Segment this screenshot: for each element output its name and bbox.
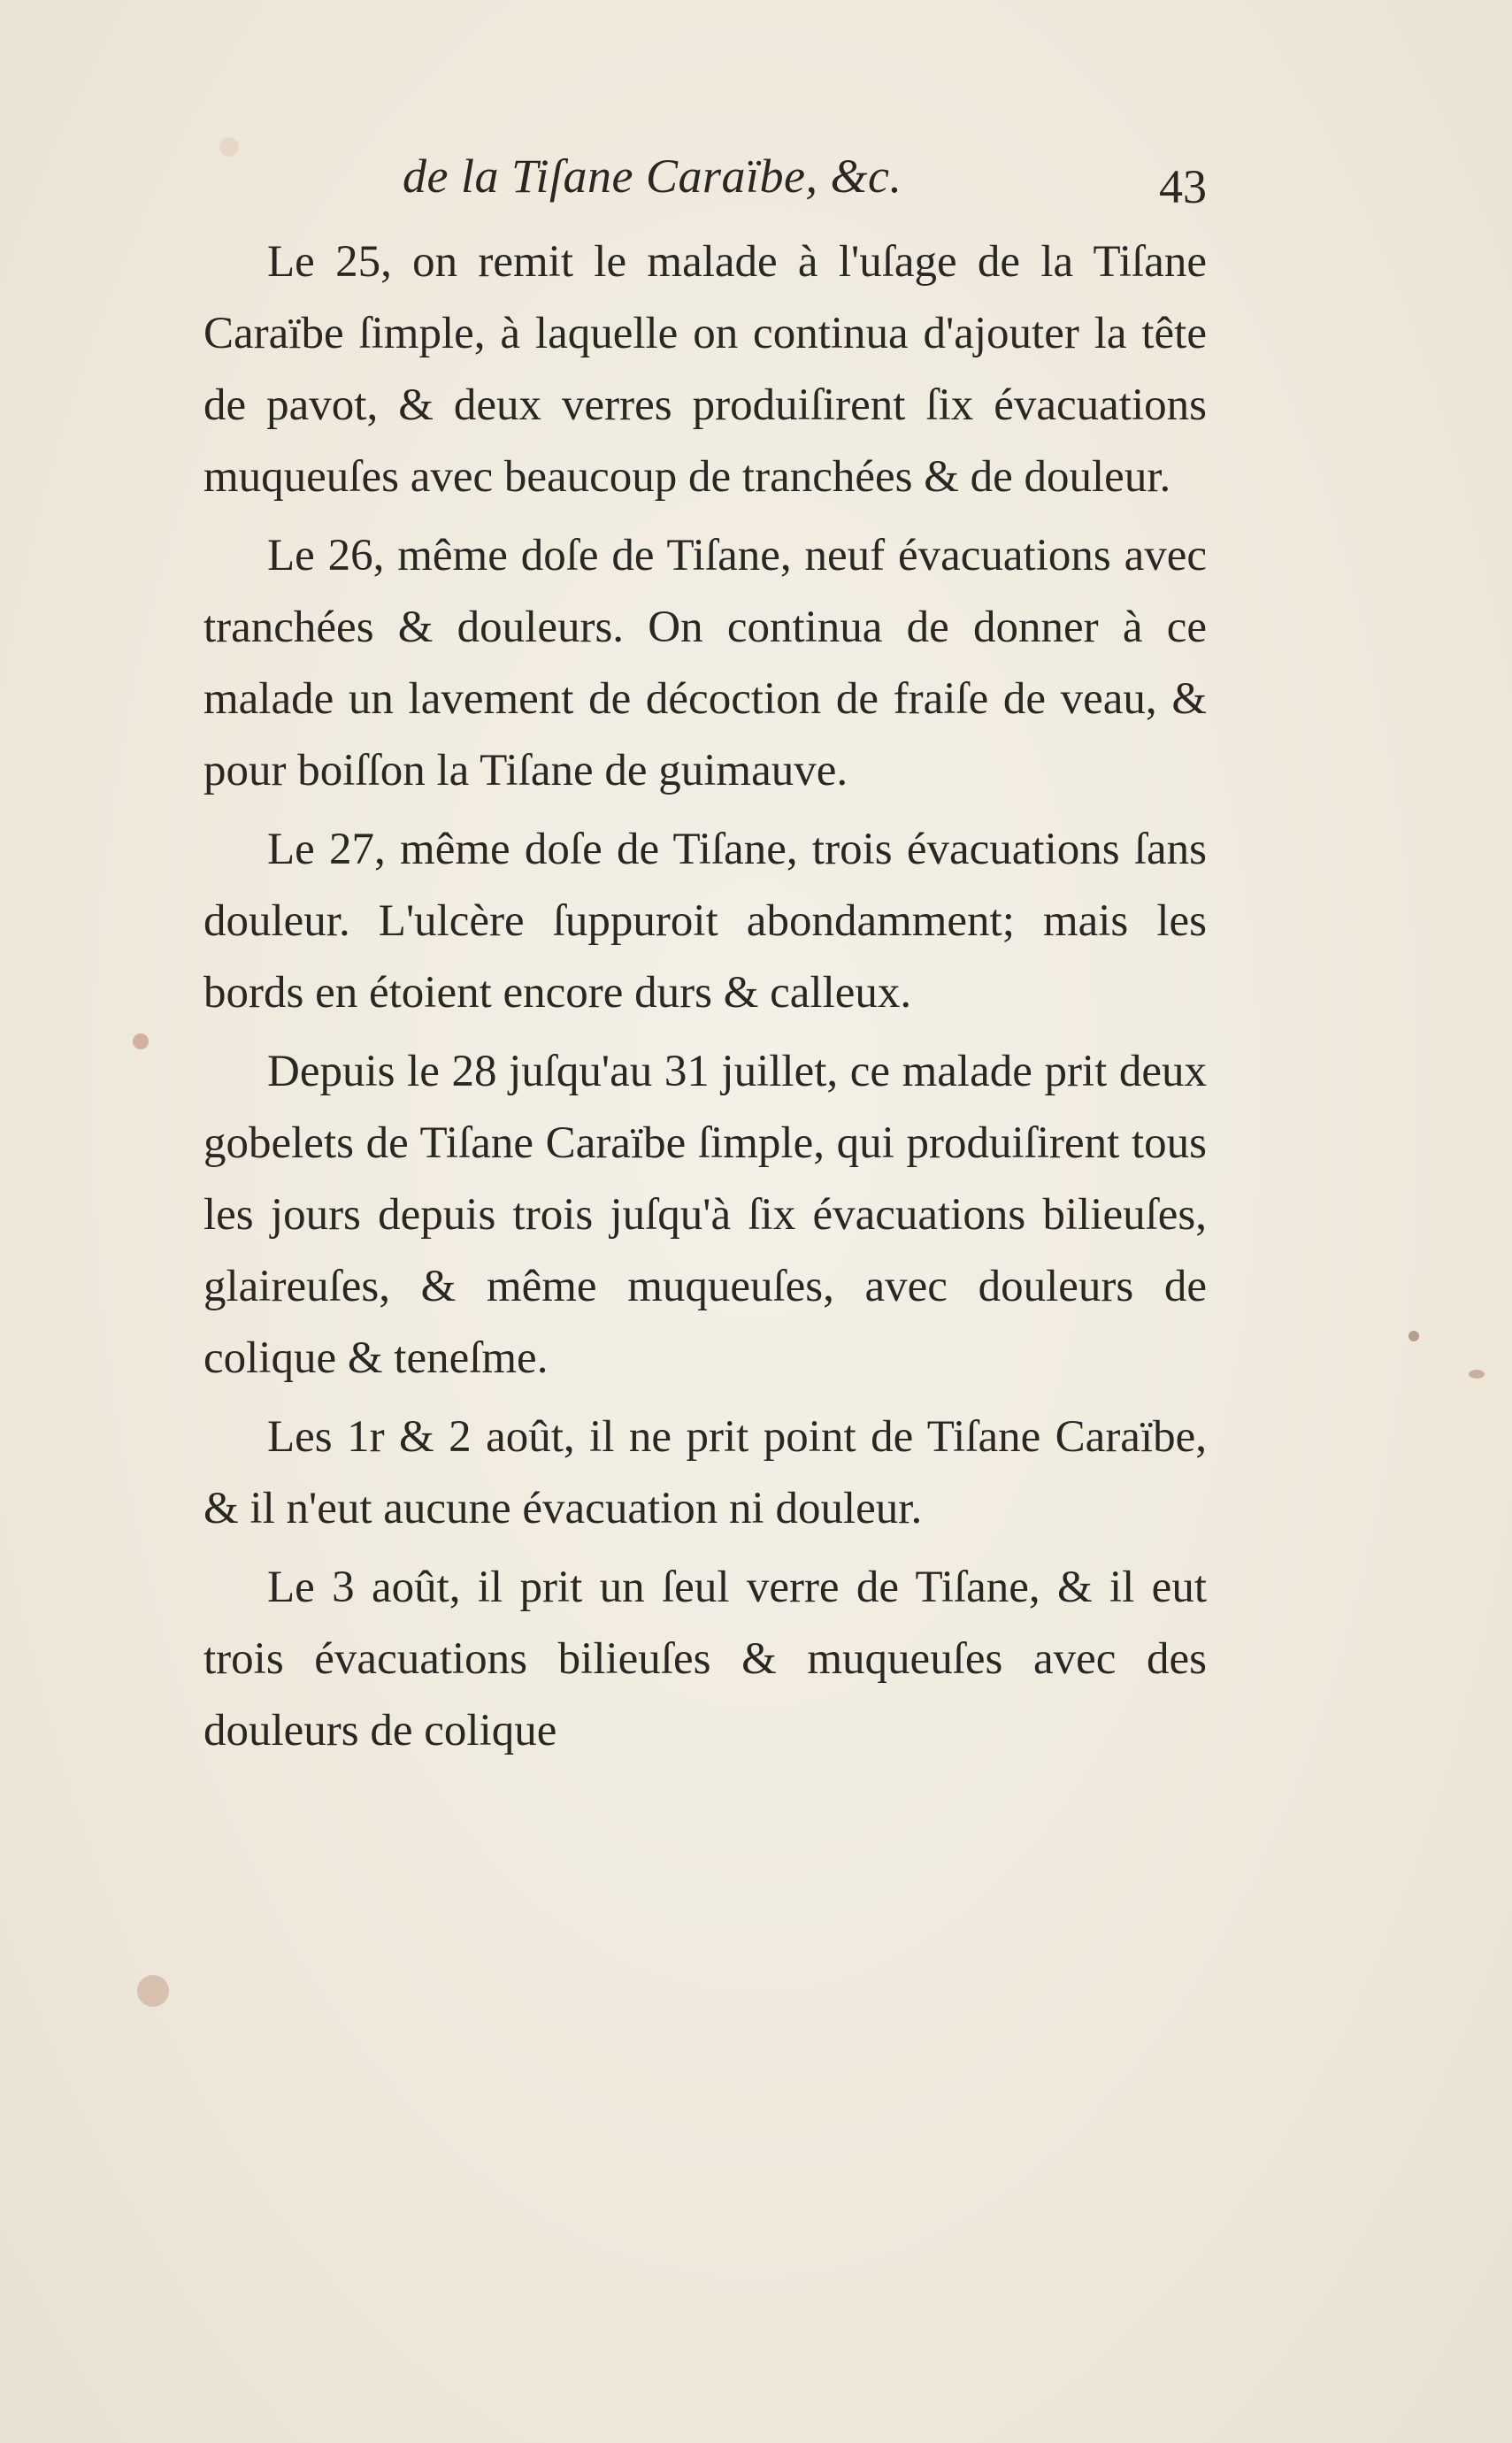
foxing-spot [137,1975,169,2007]
foxing-spot [1408,1331,1419,1341]
body-text [203,227,1207,1767]
paragraph: Le 26, même doſe de Tiſane, neuf évacuations avec tranchées & douleurs. On continua de donner à ce malade un lavement de décoction de fraiſe de veau, & pour boiſſon la Tiſane de guimauve. [203,531,1207,795]
page-header [203,149,1207,211]
foxing-spot [133,1033,149,1049]
paragraph: Le 3 août, il prit un ſeul verre de Tiſane, & il eut trois évacuations bilieuſes & muqueuſes avec des douleurs de colique [203,1563,1207,1755]
foxing-spot [1469,1370,1485,1379]
paragraph: Depuis le 28 juſqu'au 31 juillet, ce malade prit deux gobelets de Tiſane Caraïbe ſimple, qui produiſirent tous les jours depuis trois juſqu'à ſix évacuations bilieuſes, glaireuſes, & même muqueuſes, avec douleurs de colique & teneſme. [203,1047,1207,1383]
paragraph: Le 27, même doſe de Tiſane, trois évacuations ſans douleur. L'ulcère ſuppuroit abondamment; mais les bords en étoient encore durs & calleux. [203,825,1207,1018]
paragraph: Les 1r & 2 août, il ne prit point de Tiſane Caraïbe, & il n'eut aucune évacuation ni douleur. [203,1412,1207,1533]
running-head: de la Tiſane Caraïbe, &c. [403,150,902,203]
page-number: 43 [1159,160,1207,213]
paragraph: Le 25, on remit le malade à l'uſage de la Tiſane Caraïbe ſimple, à laquelle on continua d'ajouter la tête de pavot, & deux verres produiſirent ſix évacuations muqueuſes avec beaucoup de tranchées & de douleur. [203,237,1207,502]
